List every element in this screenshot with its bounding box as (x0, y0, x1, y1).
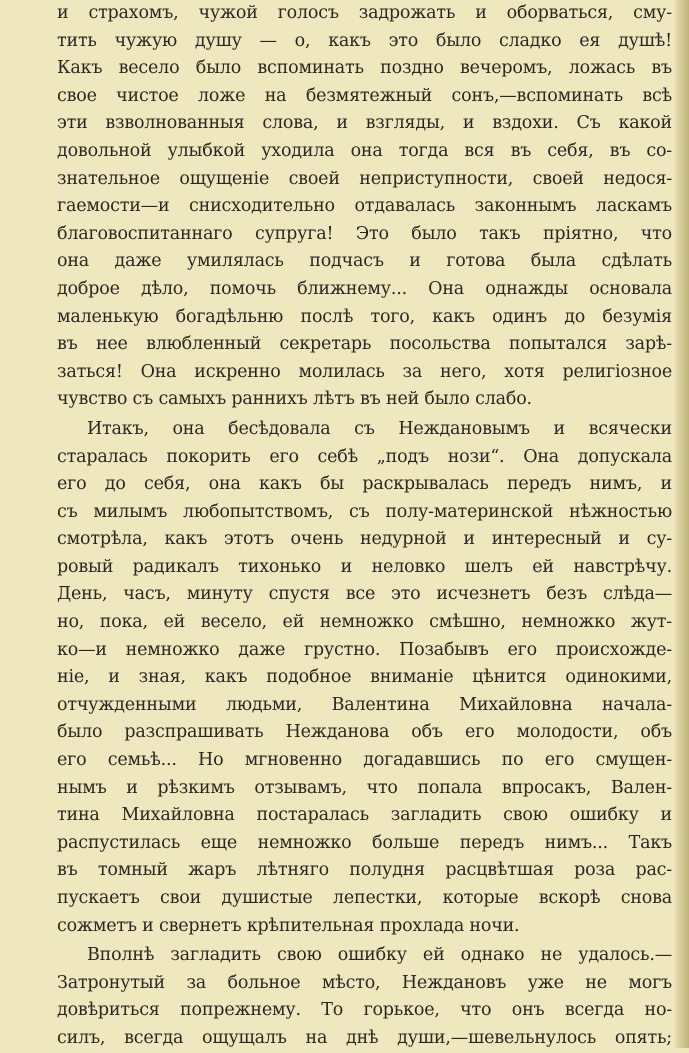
text-line: День, часъ, минуту спустя все это исчезнетъ безъ слѣда— (57, 584, 672, 605)
text-line: силъ, всегда ощущалъ на днѣ души,—шевельнулось опять; (57, 1027, 672, 1048)
text-line: доброе дѣло, помочь ближнему... Она однажды основала (57, 278, 672, 299)
paragraph (57, 416, 672, 940)
paragraph (57, 942, 672, 1052)
text-line: знательное ощущеніе своей неприступности, своей недося- (57, 168, 672, 189)
text-line: въ томный жаръ лѣтняго полудня расцвѣтшая роза рас- (57, 860, 672, 881)
text-line: его семьѣ... Но мгновенно догадавшись по его смущен- (57, 750, 672, 771)
text-line: нымъ и рѣзкимъ отзывамъ, что попала впросакъ, Вален- (57, 777, 672, 798)
paragraph (57, 0, 672, 414)
text-line: тина Михайловна постаралась загладить свою ошибку и (57, 805, 672, 826)
text-line: маленькую богадѣльню послѣ того, какъ одинъ до безумія (57, 306, 672, 327)
text-line: Итакъ, она бесѣдовала съ Неждановымъ и всячески (87, 418, 672, 439)
text-line: въ нее влюбленный секретарь посольства попытался зарѣ- (57, 334, 672, 355)
text-line: распустилась еще немножко больше передъ нимъ... Такъ (57, 832, 672, 853)
text-line: чувство съ самыхъ раннихъ лѣтъ въ ней было слабо. (57, 389, 532, 410)
text-line: отчужденными людьми, Валентина Михайловна начала- (57, 694, 672, 715)
text-line: пускаетъ свои душистые лепестки, которые вскорѣ снова (57, 888, 672, 908)
text-line: довольной улыбкой уходила она тогда вся въ себя, въ со- (57, 140, 672, 161)
text-line: сожметъ и свернетъ крѣпительная прохлада ночи. (57, 915, 520, 936)
text-line: смотрѣла, какъ этотъ очень недурной и интересный и су- (57, 529, 672, 550)
text-line: ко—и немножко даже грустно. Позабывъ его происхожде- (57, 639, 672, 660)
text-line: было разспрашивать Нежданова объ его молодости, объ (57, 722, 672, 743)
text-line: свое чистое ложе на безмятежный сонъ,—вспоминать всѣ (57, 85, 672, 106)
text-line: Затронутый за больное мѣсто, Неждановъ уже не могъ (57, 972, 672, 993)
text-line: но, пока, ей весело, ей немножко смѣшно, немножко жут- (57, 612, 672, 633)
text-line: Вполнѣ загладить свою ошибку ей однако не удалось.— (87, 945, 672, 966)
text-line: Какъ весело было вспоминать поздно вечеромъ, ложась въ (57, 58, 672, 79)
text-line: ровый радикалъ тихонько и неловко шелъ ей навстрѣчу. (57, 556, 672, 577)
text-line: благовоспитаннаго супруга! Это было такъ пріятно, что (57, 223, 672, 244)
book-page (57, 0, 672, 1053)
text-line: съ милымъ любопытствомъ, съ полу-материнской нѣжностью (57, 501, 672, 522)
text-line: и страхомъ, чужой голосъ задрожать и оборваться, сму- (57, 3, 672, 23)
text-line: заться! Она искренно молилась за него, хотя религіозное (57, 361, 672, 382)
text-line: ніе, и зная, какъ подобное вниманіе цѣнится одинокими, (57, 667, 672, 688)
text-line: довѣриться попрежнему. То горькое, что онъ всегда но- (57, 1000, 672, 1021)
text-line: старалась покорить его себѣ „подъ нози“. Она допускала (57, 446, 672, 467)
text-line: она даже умилялась подчасъ и готова была сдѣлать (57, 251, 672, 272)
text-line: его до себя, она какъ бы раскрывалась передъ нимъ, и (57, 474, 672, 495)
text-line: тить чужую душу — о, какъ это было сладко ея душѣ! (57, 30, 672, 51)
text-line: гаемости—и снисходительно отдавалась законнымъ ласкамъ (57, 196, 672, 217)
page-edge-shadow (675, 0, 689, 1048)
text-line: эти взволнованныя слова, и взгляды, и вздохи. Съ какой (57, 113, 672, 134)
